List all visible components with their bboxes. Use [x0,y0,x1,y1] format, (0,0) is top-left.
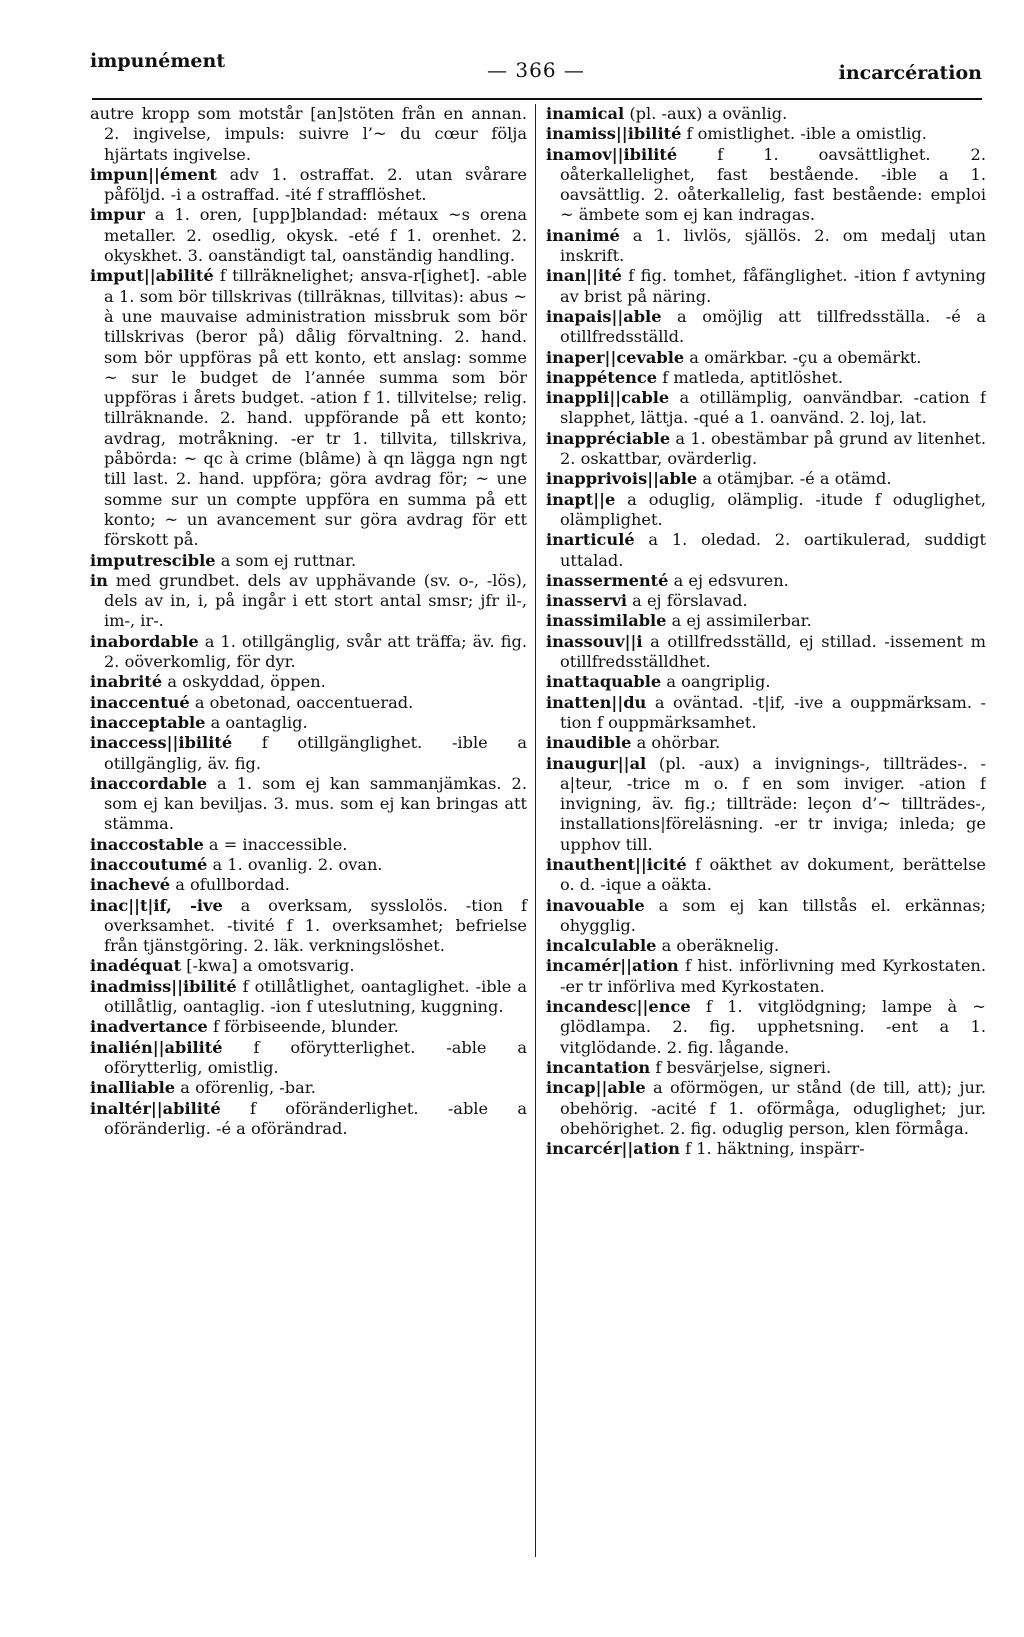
left-column [90,104,533,1557]
dictionary-entry [546,1057,986,1078]
dictionary-entry [90,104,527,165]
entry-definition: a 1. oledad. 2. oartikulerad, suddigt uttalad. [560,530,986,570]
entry-headword: inaccordable [90,773,208,793]
entry-definition: a oskyddad, öppen. [162,672,326,692]
dictionary-entry [90,672,527,692]
page-number: — 366 — [487,58,585,82]
dictionary-entry [90,1078,527,1098]
dictionary-entry [546,306,986,348]
entry-definition: a otillämplig, oanvändbar. -cation f slapphet, lättja. -qué a 1. oanvänd. 2. loj, lat. [560,388,986,428]
dictionary-entry [90,895,527,957]
entry-headword: inamiss||ibilité [546,124,682,144]
entry-definition: f otillgänglighet. -ible a otillgänglig, äv. fig. [104,733,527,773]
entry-definition: a omärkbar. -çu a obemärkt. [684,347,922,367]
entry-headword: inabordable [90,631,199,651]
dictionary-entry [546,753,986,855]
entry-headword: incarcér||ation [546,1139,680,1159]
entry-definition: f hist. införlivning med Kyrkostaten. -er tr införliva med Kyrkostaten. [560,956,986,996]
dictionary-entry [546,692,986,734]
entry-definition: f 1. häktning, inspärr- [679,1139,865,1159]
entry-headword: inauthent||icité [546,854,687,874]
entry-headword: inabrité [90,672,163,692]
entry-headword: incap||able [546,1078,646,1098]
dictionary-entry [90,1098,527,1140]
entry-definition: a = inaccessible. [203,834,348,854]
entry-definition: a 1. livlös, själlös. 2. om medalj utan inskrift. [560,225,986,266]
dictionary-entry [546,570,986,591]
entry-definition: f matleda, aptitlöshet. [657,367,843,387]
entry-definition: a overksam, sysslolös. -tion f overksamhet. -tivité f 1. overksamhet; befrielse från tjänstgöring. 2. läk. verkningslöshet. [104,895,527,956]
dictionary-entry [546,733,986,753]
entry-definition: a 1. som ej kan sammanjämkas. 2. som ej kan beviljas. 3. mus. som ej kan bringas att stämma. [104,773,527,834]
entry-definition: a ohörbar. [631,733,721,753]
entry-headword: inasservi [546,591,628,611]
entry-definition: (pl. -aux) a ovänlig. [624,104,788,123]
dictionary-entry [546,530,986,571]
dictionary-entry [90,854,527,875]
entry-definition: a ej assimilerbar. [666,611,812,631]
entry-definition: [-kwa] a omotsvarig. [181,956,355,976]
entry-headword: impun||ément [90,164,217,184]
entry-definition: a oduglig, olämplig. -itude f oduglighet, olämplighet. [560,489,986,529]
dictionary-entry [546,469,986,489]
entry-headword: inaudible [546,733,632,753]
entry-headword: inarticulé [546,530,635,550]
dictionary-entry [90,1017,527,1037]
dictionary-entry [546,225,986,267]
dictionary-entry [546,895,986,937]
entry-headword: inacceptable [90,712,206,732]
entry-definition: f förbiseende, blunder. [207,1017,399,1037]
dictionary-entry [546,266,986,307]
dictionary-entry [90,712,527,733]
entry-definition: a 1. ovanlig. 2. ovan. [207,854,383,874]
right-column [535,104,986,1557]
dictionary-entry [546,936,986,956]
entry-headword: inassouv||i [546,631,643,651]
entry-headword: inadvertance [90,1017,208,1037]
dictionary-entry [546,956,986,997]
entry-definition: a oberäknelig. [656,936,780,956]
entry-headword: inapais||able [546,306,662,326]
entry-headword: impur [90,205,145,225]
entry-definition: f tillräknelighet; ansva-r[ighet]. -able a 1. som bör tillskrivas (tillräknas, tillvitas): abus ~ à une mauvaise administration missbruk som bör tillskrivas (beror på) dålig förvaltning. 2. hand. som bör uppföras på ett konto, ett anslag: somme ~ sur le budget de l’année summa som bör uppföras i årets budget. -ation f 1. tillvitelse; relig. tillräknande. 2. hand. uppförande på ett konto; avdrag, motråkning. -er tr 1. tillvita, tillskriva, påbörda: ~ qc à crime (blâme) à qn lägga ngn ngt till last. 2. hand. uppföra; göra avdrag för; ~ une somme sur un compte uppföra en summa på ett konto; ~ un avancement sur göra avdrag för ett förskott på. [104,266,527,550]
dictionary-entry [90,773,527,835]
dictionary-entry [90,875,527,895]
entry-headword: inachevé [90,875,171,895]
dictionary-entry [546,104,986,124]
dictionary-entry [546,997,986,1058]
dictionary-entry [546,1139,986,1159]
entry-definition: a oantaglig. [205,712,308,732]
dictionary-entry [546,611,986,631]
header-left-guide-word: impunément [90,50,226,72]
entry-definition: f oföränderlighet. -able a oföränderlig. -é a oförändrad. [104,1098,527,1138]
entry-headword: inappréciable [546,428,671,448]
entry-headword: imputrescible [90,550,216,570]
entry-headword: inaugur||al [546,753,647,773]
entry-headword: inamical [546,104,625,123]
dictionary-entry [546,854,986,896]
dictionary-entry [90,692,527,713]
entry-headword: inassimilable [546,611,667,631]
entry-definition: a oförmögen, ur stånd (de till, att); jur. obehörig. -acité f 1. oförmåga, oduglighet; jur. obehörighet. 2. fig. oduglig person, klen förmåga. [560,1078,986,1138]
dictionary-entry [546,428,986,470]
entry-headword: inalién||abilité [90,1037,223,1057]
entry-headword: inaccess||ibilité [90,733,233,753]
dictionary-entry [90,164,527,206]
entry-definition: f omistlighet. -ible a omistlig. [681,124,927,144]
dictionary-entry [546,367,986,388]
dictionary-entry [90,1037,527,1079]
entry-definition: a 1. otillgänglig, svår att träffa; äv. fig. 2. oöverkomlig, för dyr. [104,631,527,672]
dictionary-entry [90,570,527,632]
entry-headword: incantation [546,1057,651,1077]
dictionary-entry [546,672,986,692]
entry-definition: f besvärjelse, signeri. [650,1057,832,1077]
entry-headword: incalculable [546,936,657,956]
entry-headword: incamér||ation [546,956,679,976]
page-header [90,44,982,94]
entry-definition: a otämjbar. -é a otämd. [697,469,892,489]
entry-definition: autre kropp som motstår [an]stöten från en annan. 2. ingivelse, impuls: suivre l’~ du cœur följa hjärtats ingivelse. [90,104,527,164]
entry-headword: inanimé [546,225,620,245]
dictionary-entry [90,956,527,976]
entry-definition: a oförenlig, -bar. [175,1078,316,1098]
entry-headword: inappli||cable [546,388,670,408]
entry-definition: f 1. oavsättlighet. 2. oåterkallelighet, fast bestående. -ible a 1. oavsättlig. 2. oåterkallelig, fast bestående: emploi ~ ämbete som ej kan indragas. [560,144,986,225]
entry-definition: f oäkthet av dokument, berättelse o. d. -ique a oäkta. [560,854,986,895]
entry-definition: a 1. obestämbar på grund av litenhet. 2. oskattbar, ovärderlig. [560,428,986,469]
entry-definition: f 1. vitglödgning; lampe à ~ glödlampa. 2. fig. upphetsning. -ent a 1. vitglödande. 2. fig. lågande. [560,997,986,1057]
entry-definition: a ej förslavad. [627,591,748,611]
dictionary-entry [546,591,986,611]
dictionary-entry [90,631,527,673]
entry-headword: incandesc||ence [546,997,691,1017]
entry-definition: a otillfredsställd, ej stillad. -issement m otillfredsställdhet. [560,631,986,672]
entry-definition: a som ej ruttnar. [215,550,357,570]
entry-headword: inadmiss||ibilité [90,976,237,996]
entry-headword: inaltér||abilité [90,1098,221,1118]
entry-headword: inattaquable [546,672,662,692]
entry-headword: inatten||du [546,692,647,712]
entry-definition: a ej edsvuren. [668,570,789,590]
entry-headword: inapprivois||able [546,469,698,489]
entry-definition: (pl. -aux) a invignings-, tillträdes-. -a|teur, -trice m o. f en som inviger. -ation f invigning, äv. fig.; tillträde: leçon d’~ tillträdes-, installations|föreläsning. -er tr inviga; inleda; ge upphov till. [560,753,986,854]
entry-headword: inappétence [546,367,658,387]
dictionary-entry [546,1078,986,1139]
entry-headword: inaccentué [90,692,190,712]
entry-headword: inavouable [546,895,645,915]
entry-headword: inassermenté [546,570,669,590]
dictionary-entry [546,631,986,673]
entry-definition: f otillåtlighet, oantaglighet. -ible a otillåtlig, oantaglig. -ion f uteslutning, kuggning. [104,976,527,1017]
entry-headword: inaccoutumé [90,854,208,874]
dictionary-entry [90,266,527,550]
entry-headword: inaccostable [90,834,204,854]
entry-headword: inalliable [90,1078,176,1098]
entry-definition: a omöjlig att tillfredsställa. -é a otillfredsställd. [560,306,986,347]
dictionary-entry [546,347,986,368]
entry-definition: a oväntad. -t|if, -ive a ouppmärksam. -tion f ouppmärksamhet. [560,692,986,732]
entry-definition: a oangriplig. [661,672,771,692]
entry-definition: a som ej kan tillstås el. erkännas; ohygglig. [560,895,986,935]
header-rule [92,98,982,100]
entry-headword: in [90,570,108,590]
entry-definition: med grundbet. dels av upphävande (sv. o-, -lös), dels av in, i, på ingår i ett stort antal smsr; jfr il-, im-, ir-. [104,570,527,631]
dictionary-entry [90,834,527,855]
dictionary-entry [546,124,986,144]
entry-definition: a 1. oren, [upp]blandad: métaux ~s orena metaller. 2. osedlig, okysk. -eté f 1. orenhet. 2. okyskhet. 3. oanständigt tal, oanständig handling. [104,205,527,266]
entry-definition: adv 1. ostraffat. 2. utan svårare påföljd. -i a ostraffad. -ité f strafflöshet. [104,164,527,205]
entry-definition: a obetonad, oaccentuerad. [189,692,414,712]
entry-headword: imput||abilité [90,266,214,286]
entry-headword: inapt||e [546,489,616,509]
entry-definition: f fig. tomhet, fåfänglighet. -ition f avtyning av brist på näring. [560,266,986,306]
dictionary-entry [546,388,986,429]
dictionary-entry [546,489,986,531]
entry-definition: f oförytterlighet. -able a oförytterlig, omistlig. [104,1037,527,1077]
entry-headword: inac||t|if, -ive [90,895,223,915]
entry-definition: a ofullbordad. [170,875,290,895]
entry-headword: inamov||ibilité [546,144,678,164]
dictionary-entry [90,976,527,1018]
dictionary-entry [90,733,527,774]
header-right-guide-word: incarcération [838,62,982,84]
entry-headword: inadéquat [90,956,182,976]
dictionary-entry [546,144,986,226]
dictionary-entry [90,205,527,266]
entry-headword: inaper||cevable [546,347,685,367]
dictionary-entry [90,550,527,571]
entry-headword: inan||ité [546,266,622,286]
